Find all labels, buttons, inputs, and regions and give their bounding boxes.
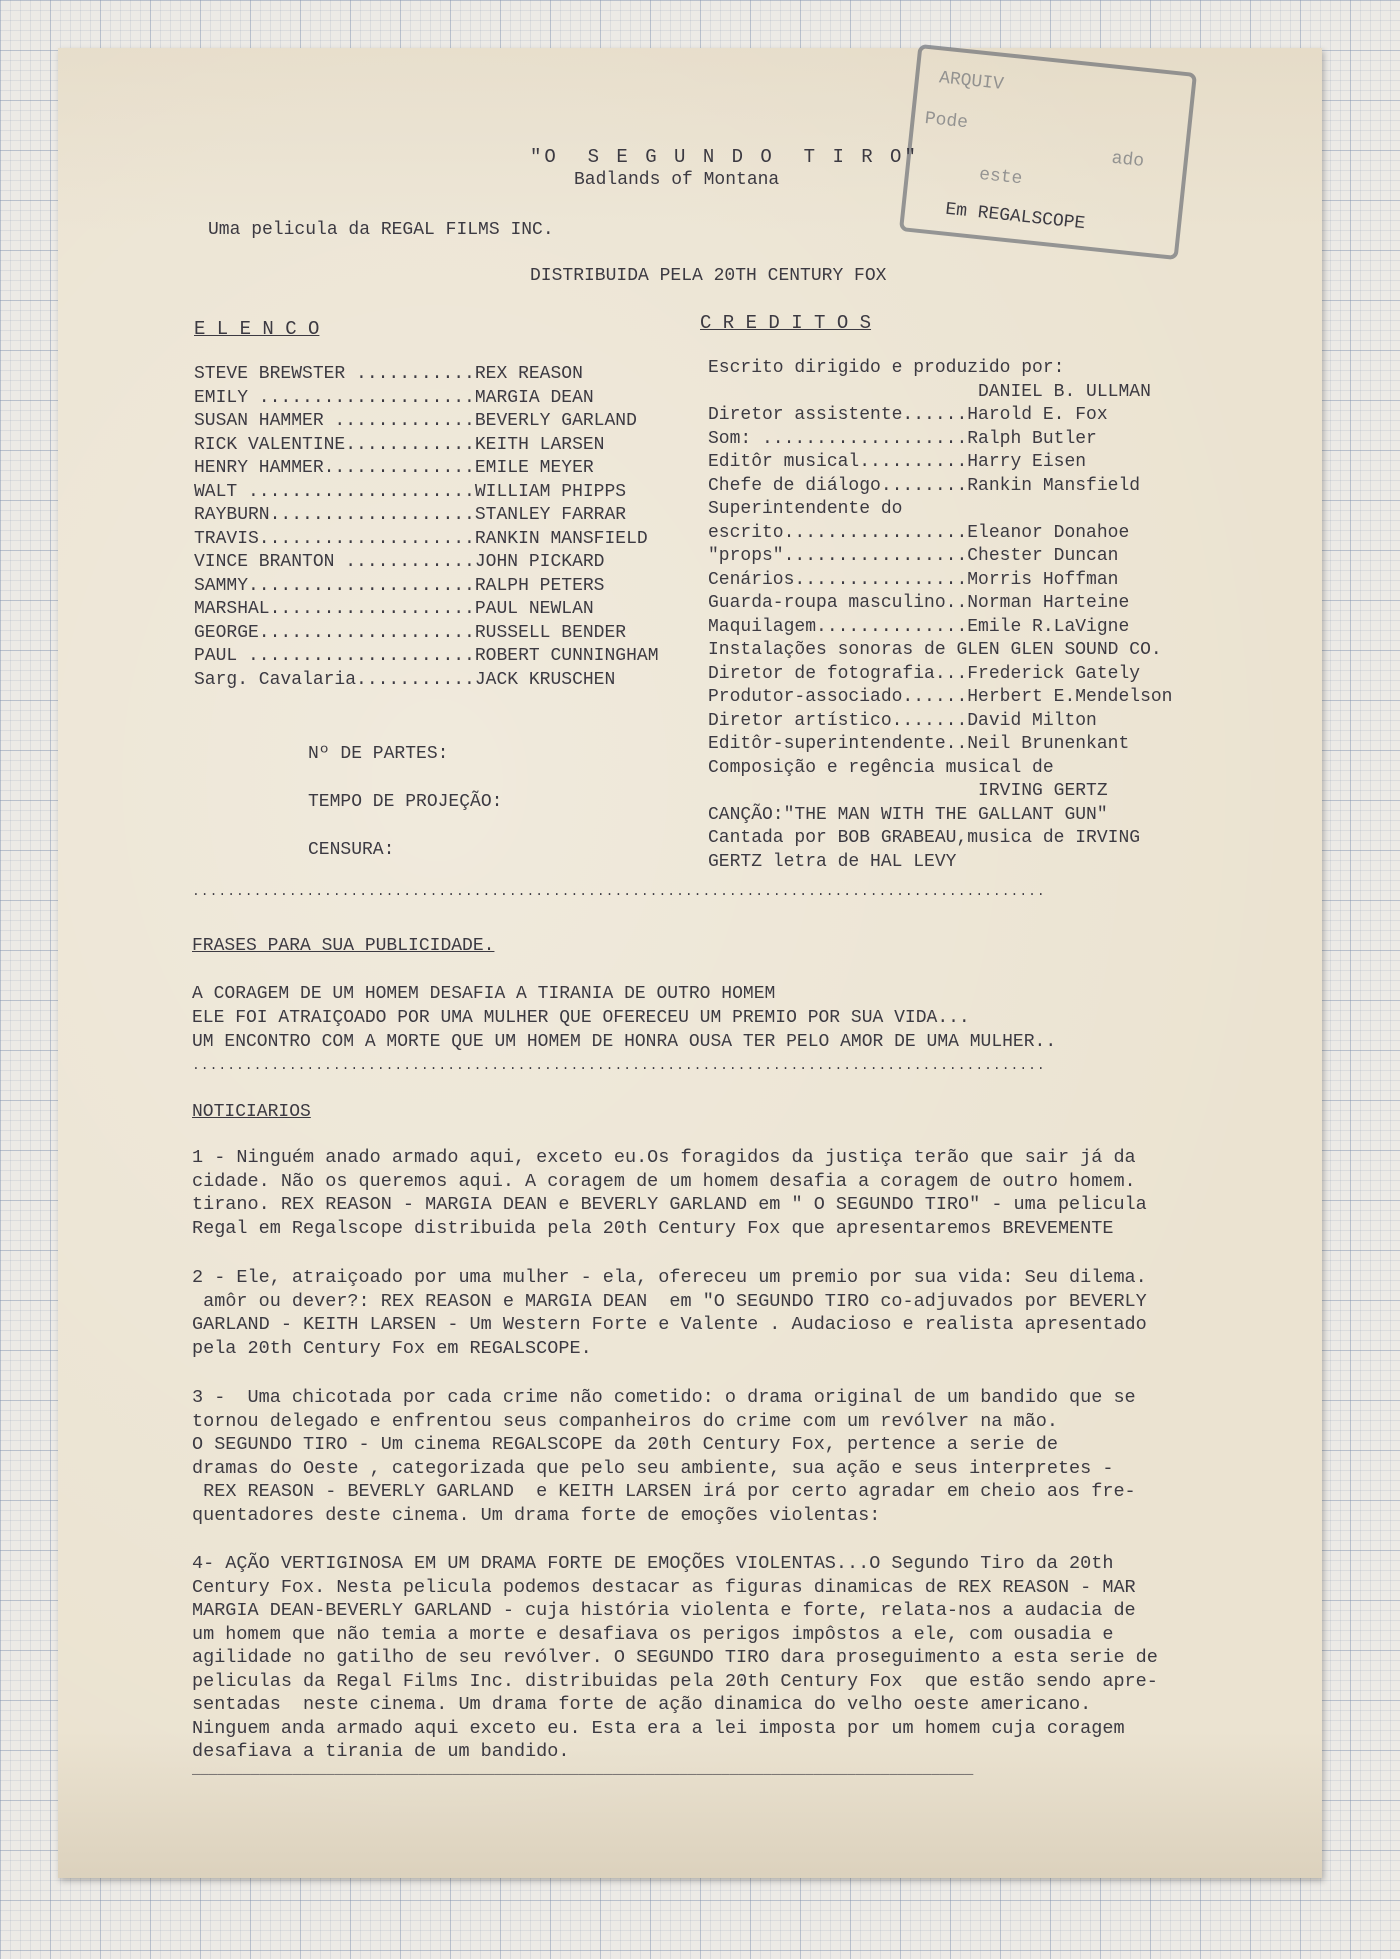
credit-line: IRVING GERTZ <box>708 781 1108 801</box>
credit-line: Produtor-associado......Herbert E.Mendelson <box>708 687 1173 707</box>
elenco-heading: E L E N C O <box>194 318 320 340</box>
credit-line: Instalações sonoras de GLEN GLEN SOUND CO. <box>708 640 1162 660</box>
credit-line: "props".................Chester Duncan <box>708 546 1119 566</box>
cast-actor: RANKIN MANSFIELD <box>474 528 648 549</box>
cast-row <box>194 529 648 549</box>
cast-row <box>194 646 659 666</box>
document-sheet <box>58 48 1322 1878</box>
cast-role: TRAVIS.................... <box>194 528 475 549</box>
news-item-2: 2 - Ele, atraiçoado por uma mulher - ela, ofereceu um premio por sua vida: Seu dilema. amôr ou dever?: REX REASON e MARGIA DEAN em "O SEGUNDO TIRO co-adjuvados por BEVERLY GARLAND - KEITH LARSEN - Um Western Forte e Valente . Audacioso e realista apresentado pela 20th Century Fox em REGALSCOPE. <box>192 1267 1147 1359</box>
credit-line: Editôr-superintendente..Neil Brunenkant <box>708 734 1130 754</box>
cast-role: SAMMY..................... <box>194 575 475 596</box>
credit-line: DANIEL B. ULLMAN <box>708 381 1151 402</box>
credit-line: Diretor artístico.......David Milton <box>708 710 1097 731</box>
cast-role: PAUL ..................... <box>194 646 475 666</box>
stamp-line: ado <box>1110 148 1145 173</box>
cast-actor: RUSSELL BENDER <box>474 622 627 643</box>
cast-actor: BEVERLY GARLAND <box>474 411 637 431</box>
cast-role: EMILY .................... <box>194 387 475 408</box>
credit-line: Maquilagem..............Emile R.LaVigne <box>708 616 1130 637</box>
credit-line: escrito.................Eleanor Donahoe <box>708 522 1130 543</box>
cast-actor: RALPH PETERS <box>474 575 605 596</box>
credit-line: CANÇÃO:"THE MAN WITH THE GALLANT GUN" <box>708 804 1108 825</box>
bottom-rule: _____________________________________________________________________________________________ <box>192 1762 974 1778</box>
cast-row <box>194 576 604 596</box>
cast-actor: JOHN PICKARD <box>474 552 605 572</box>
cast-actor: JACK KRUSCHEN <box>474 669 616 690</box>
document-subtitle: Badlands of Montana <box>574 170 780 190</box>
credit-line: Cantada por BOB GRABEAU,musica de IRVING <box>708 828 1141 848</box>
credit-line: Superintendente do <box>708 499 903 519</box>
cast-role: RAYBURN................... <box>194 505 475 525</box>
stamp-line: ARQUIV <box>938 68 1005 95</box>
censura-label: CENSURA: <box>308 840 395 860</box>
distributor-line: DISTRIBUIDA PELA 20TH CENTURY FOX <box>530 266 887 286</box>
cast-role: Sarg. Cavalaria........... <box>194 669 475 690</box>
credit-line: Cenários................Morris Hoffman <box>708 569 1119 590</box>
cast-row <box>194 599 594 619</box>
noticiarios-heading: NOTICIARIOS <box>192 1102 311 1122</box>
cast-row <box>194 505 626 525</box>
cast-actor: EMILE MEYER <box>474 458 594 478</box>
cast-actor: MARGIA DEAN <box>474 387 594 408</box>
cast-role: SUSAN HAMMER ............. <box>194 411 475 431</box>
cast-row <box>194 623 626 643</box>
news-item-3: 3 - Uma chicotada por cada crime não cometido: o drama original de um bandido que se tornou delegado e enfrentou seus companheiros do crime com um revólver na mão. O SEGUNDO TIRO - Um cinema REGALSCOPE da 20th Century Fox, pertence a serie de dramas do Oeste , categorizada que pelo seu ambiente, sua ação e seus interpretes - REX REASON - BEVERLY GARLAND e KEITH LARSEN irá por certo agradar em cheio aos fre- quentadores deste cinema. Um drama forte de emoções violentas: <box>192 1387 1136 1526</box>
stamp-line: Em REGALSCOPE <box>944 199 1087 235</box>
cast-row <box>194 552 604 572</box>
cast-actor: STANLEY FARRAR <box>474 505 627 525</box>
credit-line: GERTZ letra de HAL LEVY <box>708 851 957 872</box>
frase-line: UM ENCONTRO COM A MORTE QUE UM HOMEM DE HONRA OUSA TER PELO AMOR DE UMA MULHER.. <box>192 1032 1057 1052</box>
archive-stamp <box>899 44 1197 260</box>
cast-role: WALT ..................... <box>194 481 475 502</box>
cast-role: VINCE BRANTON ............ <box>194 552 475 572</box>
cast-actor: KEITH LARSEN <box>474 434 605 455</box>
credit-line: Diretor de fotografia...Frederick Gately <box>708 663 1141 684</box>
creditos-heading: C R E D I T O S <box>700 312 872 334</box>
frases-heading: FRASES PARA SUA PUBLICIDADE. <box>192 936 495 956</box>
cast-role: GEORGE.................... <box>194 622 475 643</box>
cast-row <box>194 482 626 502</box>
frase-line: ELE FOI ATRAIÇOADO POR UMA MULHER QUE OFERECEU UM PREMIO POR SUA VIDA... <box>192 1008 970 1028</box>
partes-label: Nº DE PARTES: <box>308 744 449 764</box>
credit-line: Composição e regência musical de <box>708 757 1054 778</box>
dotted-divider: ................................................................................................. <box>192 1058 1046 1073</box>
cast-row <box>194 364 583 384</box>
cast-row <box>194 411 637 431</box>
credit-line: Editôr musical..........Harry Eisen <box>708 452 1087 472</box>
cast-role: STEVE BREWSTER ........... <box>194 364 475 384</box>
stamp-line: este <box>978 164 1024 190</box>
cast-actor: WILLIAM PHIPPS <box>474 481 627 502</box>
tempo-projecao-label: TEMPO DE PROJEÇÃO: <box>308 792 503 812</box>
credit-line: Chefe de diálogo........Rankin Mansfield <box>708 475 1141 496</box>
cast-actor: REX REASON <box>474 364 583 384</box>
cast-row <box>194 458 594 478</box>
cast-actor: ROBERT CUNNINGHAM <box>474 646 659 666</box>
cast-role: HENRY HAMMER.............. <box>194 458 475 478</box>
cast-row <box>194 388 594 408</box>
news-item-1: 1 - Ninguém anado armado aqui, exceto eu.Os foragidos da justiça terão que sair já da cidade. Não os queremos aqui. A coragem de um homem desafia a coragem de outro homem. tirano. REX REASON - MARGIA DEAN e BEVERLY GARLAND em " O SEGUNDO TIRO" - uma pelicula Regal em Regalscope distribuida pela 20th Century Fox que apresentaremos BREVEMENTE <box>192 1147 1147 1239</box>
credit-line: Guarda-roupa masculino..Norman Harteine <box>708 593 1130 613</box>
credit-line: Som: ...................Ralph Butler <box>708 428 1097 449</box>
frase-line: A CORAGEM DE UM HOMEM DESAFIA A TIRANIA DE OUTRO HOMEM <box>192 984 776 1004</box>
dotted-divider: ................................................................................................. <box>192 884 1046 899</box>
document-title: "O S E G U N D O T I R O" <box>530 146 919 168</box>
cast-role: MARSHAL................... <box>194 599 475 619</box>
cast-row <box>194 435 604 455</box>
cast-row <box>194 670 615 690</box>
credit-line: Escrito dirigido e produzido por: <box>708 358 1065 378</box>
producer-line: Uma pelicula da REGAL FILMS INC. <box>208 220 554 240</box>
credit-line: Diretor assistente......Harold E. Fox <box>708 405 1108 425</box>
cast-role: RICK VALENTINE............ <box>194 434 475 455</box>
news-item-4: 4- AÇÃO VERTIGINOSA EM UM DRAMA FORTE DE EMOÇÕES VIOLENTAS...O Segundo Tiro da 20th Century Fox. Nesta pelicula podemos destacar as figuras dinamicas de REX REASON - MAR MARGIA DEAN-BEVERLY GARLAND - cuja história violenta e forte, relata-nos a audacia de um homem que não temia a morte e desafiava os perigos impôstos a ele, com ousadia e agilidade no gatilho de seu revólver. O SEGUNDO TIRO dara proseguimento a esta serie de peliculas da Regal Films Inc. distribuidas pela 20th Century Fox que estão sendo apre- sentadas neste cinema. Um drama forte de ação dinamica do velho oeste americano. Ninguem anda armado aqui exceto eu. Esta era a lei imposta por um homem cuja coragem desafiava a tirania de um bandido. <box>192 1553 1158 1762</box>
stamp-line: Pode <box>923 108 969 134</box>
cast-actor: PAUL NEWLAN <box>474 599 594 619</box>
